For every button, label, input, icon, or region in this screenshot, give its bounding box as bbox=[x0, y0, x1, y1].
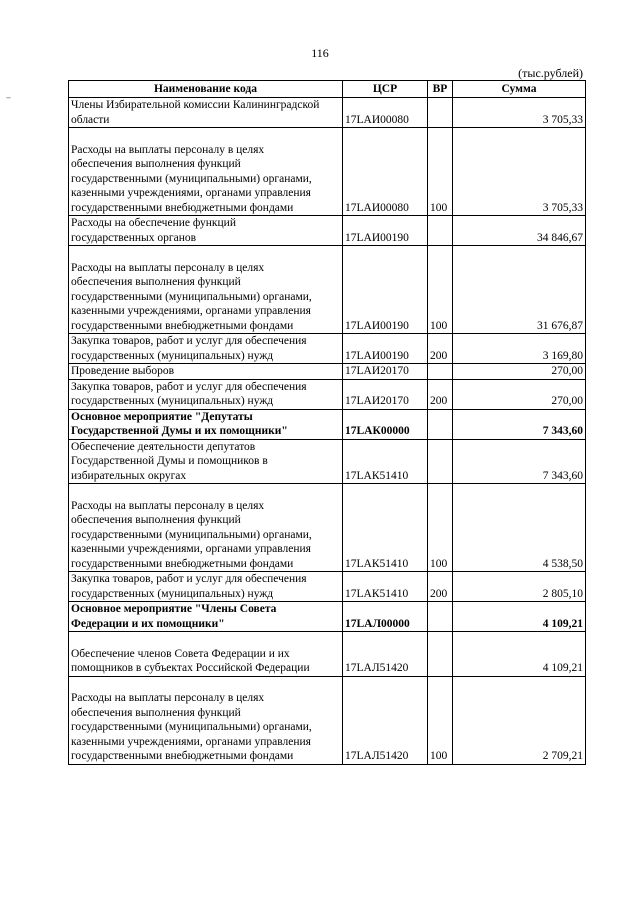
budget-table bbox=[68, 80, 586, 765]
row-name-line bbox=[71, 246, 340, 261]
row-vr-cell bbox=[428, 216, 453, 246]
row-name-line: государственными внебюджетными фондами bbox=[71, 750, 294, 762]
table-row bbox=[69, 676, 586, 764]
row-name-line: казенными учреждениями, органами управления bbox=[71, 305, 311, 317]
row-name-line bbox=[71, 677, 340, 692]
table-row bbox=[69, 246, 586, 334]
row-vr-cell: 200 bbox=[428, 379, 453, 409]
row-name-cell bbox=[69, 602, 343, 632]
row-name-line: обеспечения выполнения функций bbox=[71, 158, 241, 170]
row-name-cell bbox=[69, 98, 343, 128]
table-row bbox=[69, 602, 586, 632]
row-name-line: Закупка товаров, работ и услуг для обеспечения bbox=[71, 380, 307, 393]
row-name-cell bbox=[69, 676, 343, 764]
row-vr-cell bbox=[428, 602, 453, 632]
row-name-cell bbox=[69, 632, 343, 677]
row-name-line: Закупка товаров, работ и услуг для обеспечения bbox=[71, 573, 307, 585]
row-name-cell bbox=[69, 216, 343, 246]
row-name-line: Основное мероприятие "Депутаты bbox=[71, 410, 253, 423]
table-row bbox=[69, 128, 586, 216]
row-vr-cell bbox=[428, 632, 453, 677]
row-vr-cell: 100 bbox=[428, 676, 453, 764]
row-vr-cell bbox=[428, 98, 453, 128]
row-name-line bbox=[71, 484, 340, 499]
row-name-line: казенными учреждениями, органами управления bbox=[71, 187, 311, 199]
row-vr-cell: 100 bbox=[428, 246, 453, 334]
row-name-line: государственных (муниципальных) нужд bbox=[71, 349, 274, 362]
row-name-line: обеспечения выполнения функций bbox=[71, 514, 241, 526]
row-name-line: Расходы на выплаты персоналу в целях bbox=[71, 261, 265, 274]
column-header-sum: Сумма bbox=[453, 81, 586, 98]
column-header-name: Наименование кода bbox=[69, 81, 343, 98]
row-name-line: Члены Избирательной комиссии Калининградской bbox=[71, 99, 320, 111]
row-name-cell bbox=[69, 379, 343, 409]
table-row bbox=[69, 632, 586, 677]
row-name-line: Обеспечение членов Совета Федерации и их bbox=[71, 647, 290, 660]
row-name-line: Основное мероприятие "Члены Совета bbox=[71, 603, 277, 615]
column-header-csr: ЦСР bbox=[343, 81, 428, 98]
table-header-row bbox=[69, 81, 586, 98]
row-name-line: государственных (муниципальных) нужд bbox=[71, 395, 274, 407]
row-sum-cell: 7 343,60 bbox=[453, 439, 586, 484]
row-csr-cell: 17LАИ00080 bbox=[343, 128, 428, 216]
row-sum-cell: 7 343,60 bbox=[453, 409, 586, 439]
table-row bbox=[69, 216, 586, 246]
row-csr-cell: 17LАЛ51420 bbox=[343, 632, 428, 677]
row-vr-cell: 100 bbox=[428, 128, 453, 216]
row-name-line: государственными (муниципальными) органами, bbox=[71, 528, 312, 541]
row-name-cell bbox=[69, 484, 343, 572]
table-row bbox=[69, 98, 586, 128]
row-name-line: Обеспечение деятельности депутатов bbox=[71, 440, 256, 453]
row-sum-cell: 4 109,21 bbox=[453, 602, 586, 632]
row-name-line: государственными (муниципальными) органами, bbox=[71, 290, 312, 303]
row-csr-cell: 17LАИ20170 bbox=[343, 364, 428, 380]
row-name-cell bbox=[69, 334, 343, 364]
row-name-line: избирательных округах bbox=[71, 469, 187, 482]
row-vr-cell: 200 bbox=[428, 334, 453, 364]
table-row bbox=[69, 364, 586, 380]
row-vr-cell bbox=[428, 409, 453, 439]
row-name-line bbox=[71, 632, 340, 647]
row-sum-cell: 270,00 bbox=[453, 364, 586, 380]
row-name-line: государственными внебюджетными фондами bbox=[71, 319, 294, 332]
row-name-line: Государственной Думы и их помощники" bbox=[71, 425, 288, 437]
row-name-line: государственными внебюджетными фондами bbox=[71, 557, 294, 570]
column-header-vr: ВР bbox=[428, 81, 453, 98]
row-csr-cell: 17LАК51410 bbox=[343, 484, 428, 572]
row-name-line: казенными учреждениями, органами управления bbox=[71, 543, 311, 555]
row-sum-cell: 34 846,67 bbox=[453, 216, 586, 246]
page-number: 116 bbox=[311, 46, 329, 60]
row-sum-cell: 270,00 bbox=[453, 379, 586, 409]
table-row bbox=[69, 334, 586, 364]
row-name-cell bbox=[69, 409, 343, 439]
row-vr-cell bbox=[428, 364, 453, 380]
row-name-line: обеспечения выполнения функций bbox=[71, 706, 241, 719]
row-sum-cell: 3 705,33 bbox=[453, 128, 586, 216]
row-name-cell bbox=[69, 364, 343, 380]
row-sum-cell: 2 709,21 bbox=[453, 676, 586, 764]
row-name-line: области bbox=[71, 113, 110, 126]
row-name-line: государственными (муниципальными) органами, bbox=[71, 172, 312, 185]
table-body bbox=[69, 98, 586, 765]
row-csr-cell: 17LАИ00190 bbox=[343, 334, 428, 364]
row-name-cell bbox=[69, 439, 343, 484]
row-name-line: обеспечения выполнения функций bbox=[71, 276, 241, 288]
row-name-line: Расходы на выплаты персоналу в целях bbox=[71, 692, 265, 704]
row-csr-cell: 17LАИ00190 bbox=[343, 216, 428, 246]
table-row bbox=[69, 439, 586, 484]
row-name-line: Государственной Думы и помощников в bbox=[71, 455, 268, 467]
row-name-line bbox=[71, 128, 340, 143]
row-csr-cell: 17LАИ00080 bbox=[343, 98, 428, 128]
row-name-line: государственными (муниципальными) органами, bbox=[71, 721, 312, 733]
table-row bbox=[69, 484, 586, 572]
row-sum-cell: 2 805,10 bbox=[453, 572, 586, 602]
row-sum-cell: 3 169,80 bbox=[453, 334, 586, 364]
row-name-line: государственными внебюджетными фондами bbox=[71, 201, 294, 214]
row-sum-cell: 4 538,50 bbox=[453, 484, 586, 572]
table-row bbox=[69, 572, 586, 602]
row-name-line: помощников в субъектах Российской Федерации bbox=[71, 662, 310, 674]
row-vr-cell: 200 bbox=[428, 572, 453, 602]
row-name-line: Федерации и их помощники" bbox=[71, 617, 225, 630]
row-name-line: государственных (муниципальных) нужд bbox=[71, 587, 274, 600]
row-csr-cell: 17LАК51410 bbox=[343, 439, 428, 484]
row-name-line: казенными учреждениями, органами управления bbox=[71, 735, 311, 748]
row-name-line: государственных органов bbox=[71, 231, 197, 244]
row-name-cell bbox=[69, 572, 343, 602]
table-row bbox=[69, 409, 586, 439]
row-sum-cell: 3 705,33 bbox=[453, 98, 586, 128]
row-csr-cell: 17LАИ00190 bbox=[343, 246, 428, 334]
margin-mark: -- bbox=[6, 92, 10, 102]
row-name-cell bbox=[69, 246, 343, 334]
row-csr-cell: 17LАИ20170 bbox=[343, 379, 428, 409]
row-csr-cell: 17LАК51410 bbox=[343, 572, 428, 602]
row-csr-cell: 17LАЛ51420 bbox=[343, 676, 428, 764]
row-name-line: Расходы на выплаты персоналу в целях bbox=[71, 499, 265, 512]
row-vr-cell: 100 bbox=[428, 484, 453, 572]
row-vr-cell bbox=[428, 439, 453, 484]
row-name-line: Проведение выборов bbox=[71, 365, 175, 377]
row-name-line: Закупка товаров, работ и услуг для обеспечения bbox=[71, 335, 307, 347]
row-sum-cell: 31 676,87 bbox=[453, 246, 586, 334]
row-csr-cell: 17LАЛ00000 bbox=[343, 602, 428, 632]
row-name-line: Расходы на выплаты персоналу в целях bbox=[71, 143, 265, 156]
row-name-line: Расходы на обеспечение функций bbox=[71, 217, 236, 229]
row-sum-cell: 4 109,21 bbox=[453, 632, 586, 677]
table-row bbox=[69, 379, 586, 409]
row-csr-cell: 17LАК00000 bbox=[343, 409, 428, 439]
row-name-cell bbox=[69, 128, 343, 216]
units-label: (тыс.рублей) bbox=[518, 66, 583, 80]
